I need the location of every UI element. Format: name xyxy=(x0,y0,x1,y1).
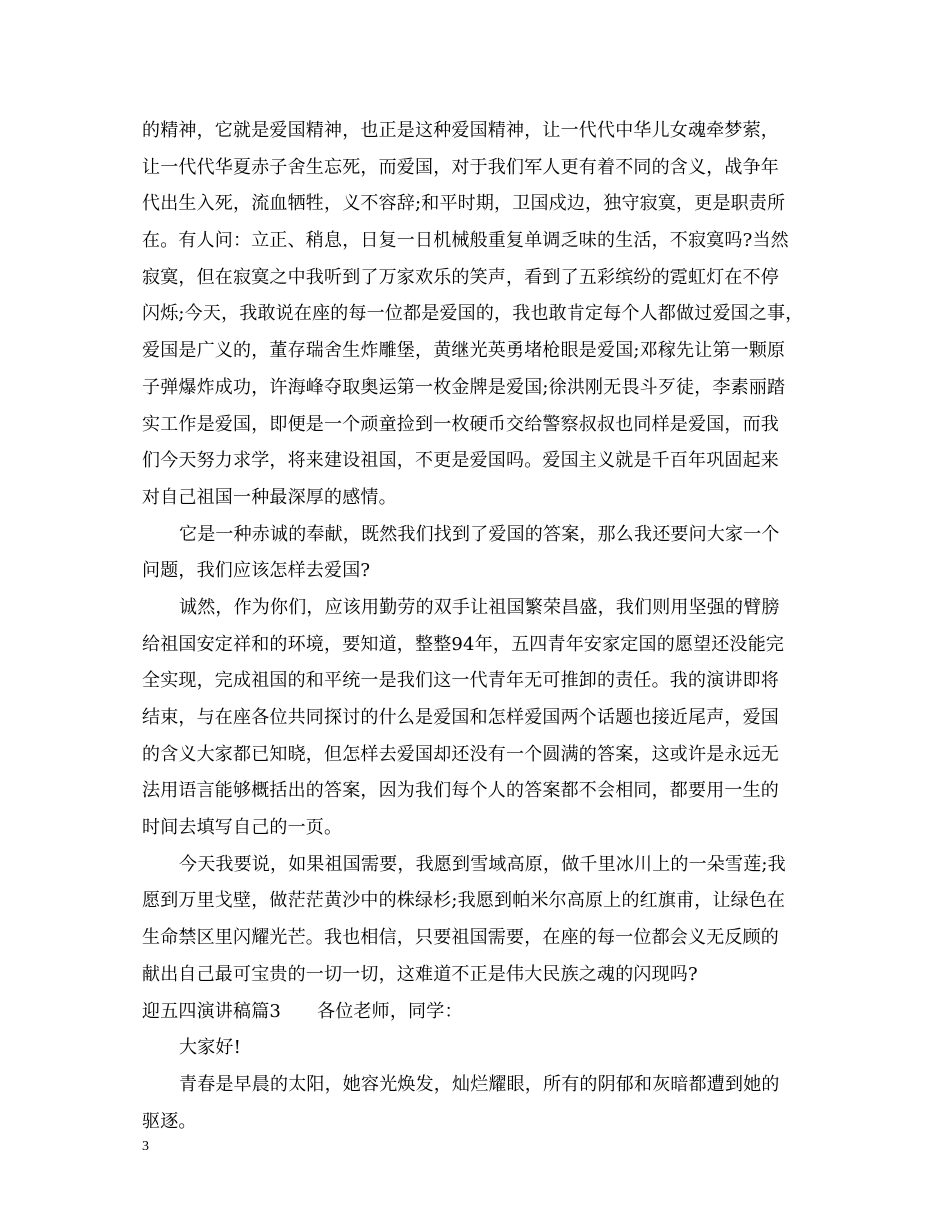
text-line: 问题，我们应该怎样去爱国? xyxy=(142,560,371,582)
text-line: 爱国是广义的，董存瑞舍生炸雕堡，黄继光英勇堵枪眼是爱国;邓稼先让第一颗原 xyxy=(142,340,786,362)
text-line: 法用语言能够概括出的答案，因为我们每个人的答案都不会相同，都要用一生的 xyxy=(142,780,779,802)
text-line: 结束，与在座各位共同探讨的什么是爱国和怎样爱国两个话题也接近尾声，爱国 xyxy=(142,707,779,728)
document-body xyxy=(142,113,810,1140)
text-line: 子弹爆炸成功，许海峰夺取奥运第一枚金牌是爱国;徐洪刚无畏斗歹徒，李素丽踏 xyxy=(142,376,786,398)
text-line: 对自己祖国一种最深厚的感情。 xyxy=(142,486,397,508)
text-line: 实工作是爱国，即便是一个顽童捡到一枚硬币交给警察叔叔也同样是爱国，而我 xyxy=(142,413,779,435)
text-line: 的含义大家都已知晓，但怎样去爱国却还没有一个圆满的答案，这或许是永远无 xyxy=(142,743,779,765)
text-line: 代出生入死，流血牺牲，义不容辞;和平时期，卫国戍边，独守寂寞，更是职责所 xyxy=(142,193,786,215)
text-line: 献出自己最可宝贵的一切一切，这难道不正是伟大民族之魂的闪现吗? xyxy=(142,963,698,985)
greeting-line: 大家好! xyxy=(179,1037,242,1059)
text-line: 让一代代华夏赤子舍生忘死，而爱国，对于我们军人更有着不同的含义，战争年 xyxy=(142,156,779,178)
text-line: 的精神，它就是爱国精神，也正是这种爱国精神，让一代代中华儿女魂牵梦萦， xyxy=(142,120,779,141)
salutation: 各位老师，同学： xyxy=(317,1000,463,1022)
text-line: 在。有人问：立正、稍息，日复一日机械般重复单调乏味的生活，不寂寞吗?当然 xyxy=(142,230,789,252)
page-number: 3 xyxy=(142,1139,149,1154)
section-title: 迎五四演讲稿篇3 xyxy=(142,1000,282,1022)
text-line: 寂寞，但在寂寞之中我听到了万家欢乐的笑声，看到了五彩缤纷的霓虹灯在不停 xyxy=(142,266,779,288)
text-line: 给祖国安定祥和的环境，要知道，整整94年，五四青年安家定国的愿望还没能完 xyxy=(142,633,785,655)
text-line: 今天我要说，如果祖国需要，我愿到雪域高原，做千里冰川上的一朵雪莲;我 xyxy=(179,853,786,875)
text-line: 闪烁;今天，我敢说在座的每一位都是爱国的，我也敢肯定每个人都做过爱国之事， xyxy=(142,303,804,325)
text-line: 青春是早晨的太阳，她容光焕发，灿烂耀眼，所有的阴郁和灰暗都遭到她的 xyxy=(179,1073,780,1095)
text-line: 它是一种赤诚的奉献，既然我们找到了爱国的答案，那么我还要问大家一个 xyxy=(179,523,780,545)
text-line: 全实现，完成祖国的和平统一是我们这一代青年无可推卸的责任。我的演讲即将 xyxy=(142,670,779,692)
text-line: 时间去填写自己的一页。 xyxy=(142,817,343,839)
text-line: 驱逐。 xyxy=(142,1110,197,1132)
section-heading-line xyxy=(142,994,810,1031)
text-line: 生命禁区里闪耀光芒。我也相信，只要祖国需要，在座的每一位都会义无反顾的 xyxy=(142,927,779,949)
text-line: 们今天努力求学，将来建设祖国，不更是爱国吗。爱国主义就是千百年巩固起来 xyxy=(142,450,779,472)
text-line: 诚然，作为你们，应该用勤劳的双手让祖国繁荣昌盛，我们则用坚强的臂膀 xyxy=(179,596,780,618)
text-line: 愿到万里戈壁，做茫茫黄沙中的株绿杉;我愿到帕米尔高原上的红旗甫，让绿色在 xyxy=(142,890,786,912)
